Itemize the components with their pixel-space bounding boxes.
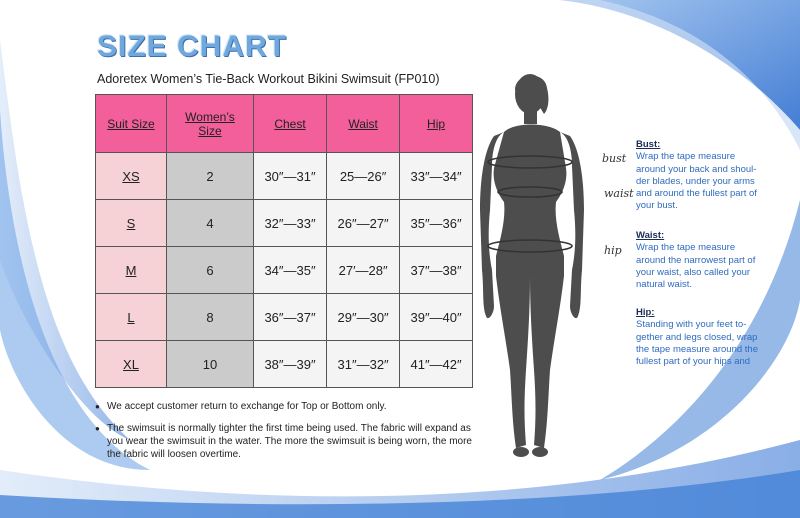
womens-size-cell: 2 — [166, 153, 253, 200]
hip-cell: 33″—34″ — [400, 153, 473, 200]
suit-size-cell: L — [96, 294, 167, 341]
list-item — [93, 400, 473, 413]
suit-size-cell: XS — [96, 153, 167, 200]
header-suit-size: Suit Size — [96, 95, 167, 153]
page-title: SIZE CHART — [97, 30, 287, 63]
bust-label: bust — [602, 152, 627, 165]
suit-size-cell: S — [96, 200, 167, 247]
waist-guide-heading: Waist: — [636, 230, 665, 241]
table-row — [96, 247, 473, 294]
header-waist: Waist — [327, 95, 400, 153]
header-womens-size: Women’s Size — [166, 95, 253, 153]
bullet-icon: ● — [95, 424, 100, 433]
chest-cell: 30″—31″ — [253, 153, 326, 200]
waist-cell: 27′—28″ — [327, 247, 400, 294]
chest-cell: 34″—35″ — [253, 247, 326, 294]
table-header-row — [96, 95, 473, 153]
note-text: We accept customer return to exchange for Top or Bottom only. — [107, 401, 387, 412]
bust-guide-text: Wrap the tape measure around your back and shoul-der blades, under your arms and around the fullest part of your bust. — [636, 151, 757, 212]
header-hip: Hip — [400, 95, 473, 153]
notes-list — [93, 400, 473, 470]
hip-cell: 39″—40″ — [400, 294, 473, 341]
chest-cell: 32″—33″ — [253, 200, 326, 247]
hip-guide-heading: Hip: — [636, 307, 655, 318]
table-row — [96, 200, 473, 247]
womens-size-cell: 8 — [166, 294, 253, 341]
hip-cell: 35″—36″ — [400, 200, 473, 247]
table-row — [96, 153, 473, 200]
waist-cell: 29″—30″ — [327, 294, 400, 341]
hip-guide-text: Standing with your feet to-gether and legs closed, wrap the tape measure around the fullest part of your hips and — [636, 319, 759, 368]
header-chest: Chest — [253, 95, 326, 153]
hip-cell: 37″—38″ — [400, 247, 473, 294]
waist-cell: 26″—27″ — [327, 200, 400, 247]
bust-guide-heading: Bust: — [636, 139, 661, 150]
product-subtitle: Adoretex Women’s Tie-Back Workout Bikini Swimsuit (FP010) — [97, 72, 440, 86]
table-row — [96, 294, 473, 341]
womens-size-cell: 4 — [166, 200, 253, 247]
suit-size-cell: XL — [96, 341, 167, 388]
waist-cell: 25—26″ — [327, 153, 400, 200]
waist-label: waist — [604, 187, 634, 200]
body-silhouette-icon — [470, 70, 610, 470]
hip-guide — [636, 307, 766, 368]
size-table — [95, 94, 473, 388]
bust-guide — [636, 139, 766, 213]
bullet-icon: ● — [95, 402, 100, 411]
womens-size-cell: 10 — [166, 341, 253, 388]
chest-cell: 38″—39″ — [253, 341, 326, 388]
chest-cell: 36″—37″ — [253, 294, 326, 341]
womens-size-cell: 6 — [166, 247, 253, 294]
hip-cell: 41″—42″ — [400, 341, 473, 388]
waist-guide — [636, 230, 766, 291]
list-item — [93, 422, 473, 461]
suit-size-cell: M — [96, 247, 167, 294]
hip-label: hip — [604, 244, 622, 257]
waist-cell: 31″—32″ — [327, 341, 400, 388]
waist-guide-text: Wrap the tape measure around the narrowest part of your waist, also called your natural waist. — [636, 242, 756, 291]
table-row — [96, 341, 473, 388]
note-text: The swimsuit is normally tighter the first time being used. The fabric will expand as you wear the swimsuit in the water. The more the swimsuit is being worn, the more the fabric will loosen overtime. — [107, 423, 472, 460]
